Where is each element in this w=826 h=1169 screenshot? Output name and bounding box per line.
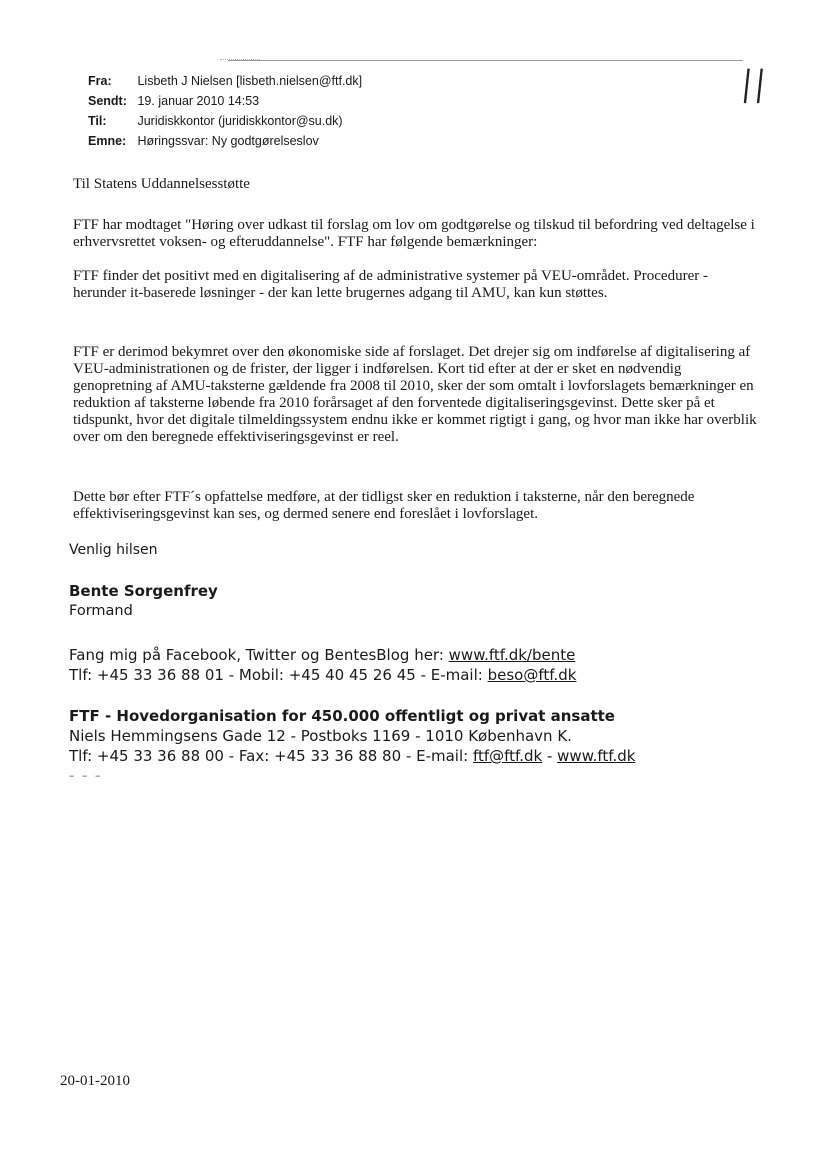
paragraph-1: FTF har modtaget "Høring over udkast til forslag om lov om godtgørelse og tilskud til befordring ved deltagelse i erhvervsrettet voksen- og efteruddannelse". FTF har følgende bemærkninger: bbox=[73, 217, 755, 250]
signer-contact bbox=[69, 645, 576, 685]
header-divider bbox=[228, 60, 743, 61]
closing: Venlig hilsen bbox=[69, 542, 158, 558]
subject-row bbox=[88, 131, 362, 151]
phone-text: Tlf: +45 33 36 88 01 - Mobil: +45 40 45 26 45 - E-mail: bbox=[69, 666, 488, 684]
org-phone-text: Tlf: +45 33 36 88 00 - Fax: +45 33 36 88 80 - E-mail: bbox=[69, 747, 473, 765]
email-link[interactable]: beso@ftf.dk bbox=[487, 666, 577, 684]
greeting: Til Statens Uddannelsesstøtte bbox=[73, 176, 250, 192]
organization-block bbox=[69, 706, 635, 766]
organization-contact-line bbox=[69, 746, 635, 766]
subject-label: Emne: bbox=[88, 134, 127, 148]
sent-row bbox=[88, 91, 362, 111]
sent-label: Sendt: bbox=[88, 94, 127, 108]
signature-dashes: – – – bbox=[69, 769, 103, 782]
from-row bbox=[88, 71, 362, 91]
org-separator: - bbox=[542, 747, 558, 765]
to-row bbox=[88, 111, 362, 131]
signer-title: Formand bbox=[69, 603, 133, 619]
blog-link[interactable]: www.ftf.dk/bente bbox=[448, 646, 576, 664]
sent-value: 19. januar 2010 14:53 bbox=[137, 94, 260, 108]
from-label: Fra: bbox=[88, 74, 112, 88]
paragraph-2: FTF finder det positivt med en digitalisering af de administrative systemer på VEU-området. Procedurer - herunder it-baserede løsninger - der kan lette brugernes adgang til AMU, kan kun støttes. bbox=[73, 268, 708, 301]
subject-value: Høringssvar: Ny godtgørelseslov bbox=[137, 134, 319, 148]
handwritten-page-mark: || bbox=[739, 64, 771, 105]
to-value: Juridiskkontor (juridiskkontor@su.dk) bbox=[137, 114, 343, 128]
from-value: Lisbeth J Nielsen [lisbeth.nielsen@ftf.dk] bbox=[137, 74, 363, 88]
to-label: Til: bbox=[88, 114, 107, 128]
social-text: Fang mig på Facebook, Twitter og BentesBlog her: bbox=[69, 646, 449, 664]
signer-name: Bente Sorgenfrey bbox=[69, 582, 218, 600]
organization-address: Niels Hemmingsens Gade 12 - Postboks 1169 - 1010 København K. bbox=[69, 727, 572, 745]
social-line bbox=[69, 645, 576, 665]
org-web-link[interactable]: www.ftf.dk bbox=[557, 747, 636, 765]
footer-date: 20-01-2010 bbox=[60, 1073, 130, 1089]
phone-line bbox=[69, 665, 576, 685]
org-email-link[interactable]: ftf@ftf.dk bbox=[472, 747, 543, 765]
email-header bbox=[88, 71, 362, 151]
paragraph-3: FTF er derimod bekymret over den økonomiske side af forslaget. Det drejer sig om indførelse af digitalisering af VEU-administrationen og de frister, der ligger i indførelsen. Kort tid efter at der er sket en nødvendig genopretning af AMU-taksterne gældende fra 2008 til 2010, sker der som omtalt i lovforslagets bemærkninger en reduktion af taksterne løbende fra 2010 forårsaget af den forventede digitaliseringsgevinst. Dette sker på et tidspunkt, hvor det digitale tilmeldingssystem endnu ikke er kommet rigtigt i gang, og hvor man ikke har overblik over om den beregnede effektiviseringsgevinst er reel. bbox=[73, 344, 757, 445]
paragraph-4: Dette bør efter FTF´s opfattelse medføre, at der tidligst sker en reduktion i taksterne, når den beregnede effektiviseringsgevinst kan ses, og dermed senere end foreslået i lovforslaget. bbox=[73, 489, 695, 522]
organization-name: FTF - Hovedorganisation for 450.000 offentligt og privat ansatte bbox=[69, 707, 615, 725]
